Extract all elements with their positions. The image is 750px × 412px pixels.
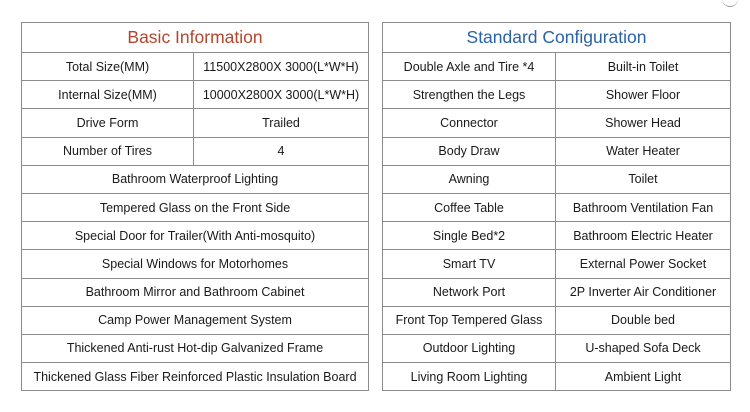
table-row: [22, 334, 369, 362]
basic-information-table: [21, 22, 369, 391]
config-item: Connector: [383, 109, 556, 137]
feature-item: Tempered Glass on the Front Side: [22, 193, 369, 221]
config-item: Awning: [383, 165, 556, 193]
feature-item: Bathroom Waterproof Lighting: [22, 165, 369, 193]
basic-information-body: [22, 53, 369, 391]
config-item: Shower Head: [556, 109, 731, 137]
table-row: [22, 363, 369, 391]
table-row: [383, 137, 731, 165]
table-row: [383, 363, 731, 391]
config-item: Double bed: [556, 306, 731, 334]
spec-value: 10000X2800X 3000(L*W*H): [194, 81, 369, 109]
table-row: [22, 222, 369, 250]
config-item: Network Port: [383, 278, 556, 306]
config-item: External Power Socket: [556, 250, 731, 278]
feature-item: Bathroom Mirror and Bathroom Cabinet: [22, 278, 369, 306]
table-row: [22, 81, 369, 109]
table-row: [22, 306, 369, 334]
feature-item: Thickened Glass Fiber Reinforced Plastic Insulation Board: [22, 363, 369, 391]
spec-value: Trailed: [194, 109, 369, 137]
config-item: Bathroom Ventilation Fan: [556, 193, 731, 221]
feature-item: Thickened Anti-rust Hot-dip Galvanized Frame: [22, 334, 369, 362]
table-row: [383, 109, 731, 137]
config-item: Strengthen the Legs: [383, 81, 556, 109]
feature-item: Camp Power Management System: [22, 306, 369, 334]
config-item: Double Axle and Tire *4: [383, 53, 556, 81]
standard-configuration-table: [382, 22, 731, 391]
spec-value: 4: [194, 137, 369, 165]
basic-information-title: Basic Information: [22, 23, 369, 53]
table-row: [22, 109, 369, 137]
table-row: [383, 193, 731, 221]
feature-item: Special Windows for Motorhomes: [22, 250, 369, 278]
table-row: [383, 222, 731, 250]
spec-value: 11500X2800X 3000(L*W*H): [194, 53, 369, 81]
table-row: [22, 278, 369, 306]
config-item: Single Bed*2: [383, 222, 556, 250]
table-row: [22, 53, 369, 81]
spec-label: Number of Tires: [22, 137, 194, 165]
spec-label: Total Size(MM): [22, 53, 194, 81]
table-row: [383, 306, 731, 334]
table-row: [383, 81, 731, 109]
table-row: [383, 250, 731, 278]
table-row: [22, 137, 369, 165]
config-item: Outdoor Lighting: [383, 334, 556, 362]
table-row: [383, 278, 731, 306]
config-item: Coffee Table: [383, 193, 556, 221]
standard-configuration-body: [383, 53, 731, 391]
config-item: Ambient Light: [556, 363, 731, 391]
config-item: Shower Floor: [556, 81, 731, 109]
config-item: Water Heater: [556, 137, 731, 165]
table-row: [22, 193, 369, 221]
config-item: Living Room Lighting: [383, 363, 556, 391]
config-item: Body Draw: [383, 137, 556, 165]
table-row: [22, 250, 369, 278]
config-item: Toilet: [556, 165, 731, 193]
table-row: [383, 165, 731, 193]
spec-label: Drive Form: [22, 109, 194, 137]
config-item: U-shaped Sofa Deck: [556, 334, 731, 362]
config-item: Front Top Tempered Glass: [383, 306, 556, 334]
config-item: Built-in Toilet: [556, 53, 731, 81]
table-row: [22, 165, 369, 193]
config-item: Bathroom Electric Heater: [556, 222, 731, 250]
table-row: [383, 334, 731, 362]
feature-item: Special Door for Trailer(With Anti-mosquito): [22, 222, 369, 250]
config-item: Smart TV: [383, 250, 556, 278]
corner-decoration: [722, 0, 738, 7]
table-row: [383, 53, 731, 81]
standard-configuration-title: Standard Configuration: [383, 23, 731, 53]
config-item: 2P Inverter Air Conditioner: [556, 278, 731, 306]
spec-label: Internal Size(MM): [22, 81, 194, 109]
